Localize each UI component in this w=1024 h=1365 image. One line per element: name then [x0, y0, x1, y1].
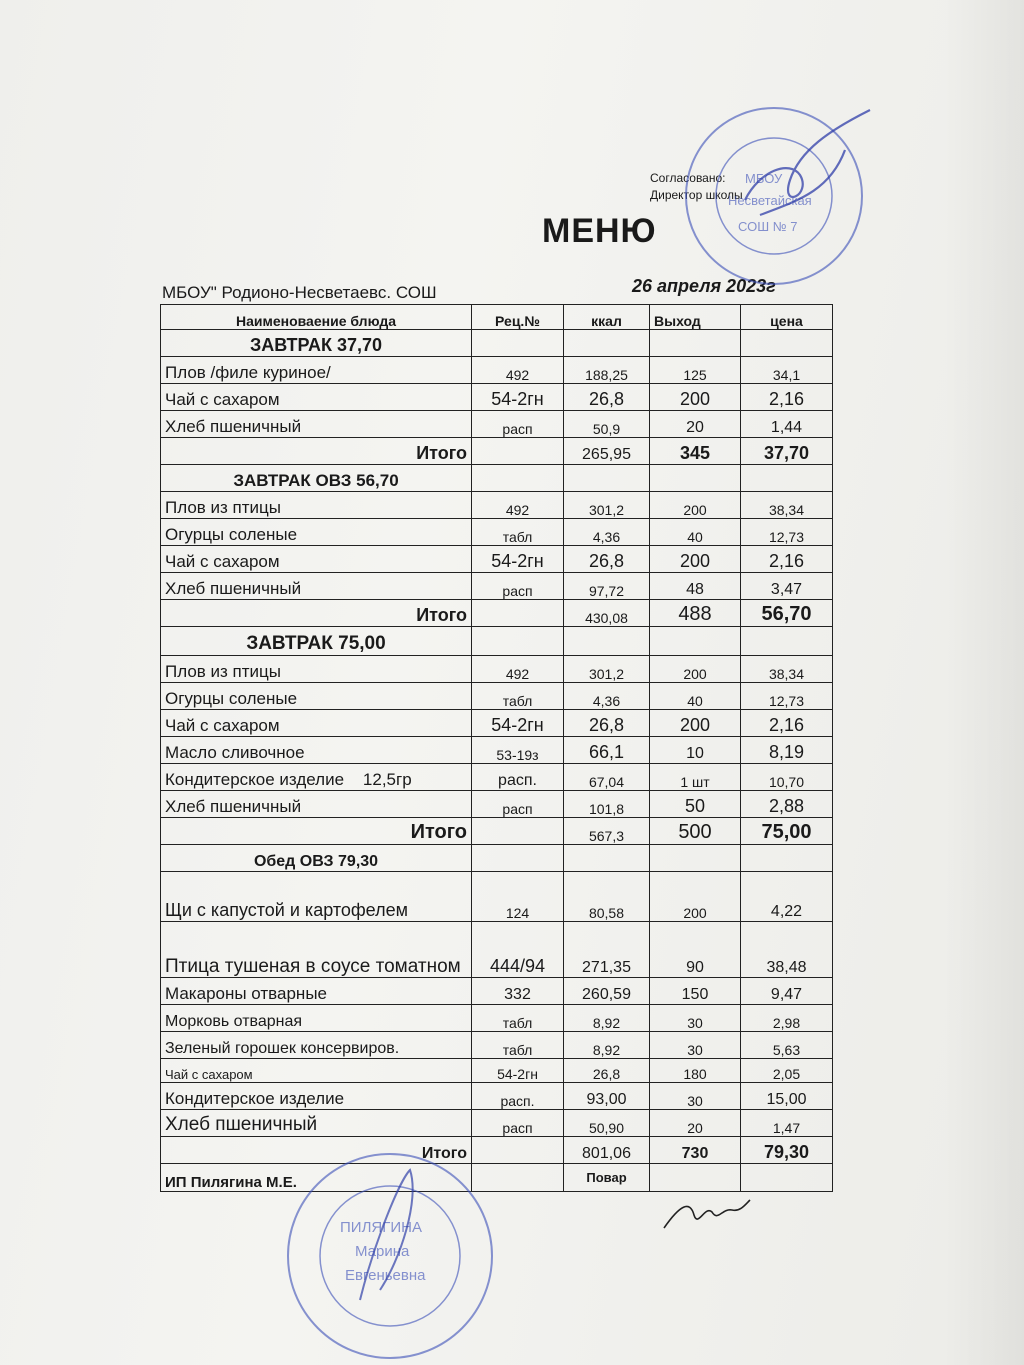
- price: 10,70: [741, 764, 833, 791]
- header-price: цена: [741, 305, 833, 330]
- approval-label: Согласовано:: [650, 171, 726, 185]
- dish-name: Плов /филе куриное/: [161, 357, 472, 384]
- kcal: 301,2: [564, 656, 650, 683]
- section-title: ЗАВТРАК 37,70: [161, 330, 472, 357]
- price: 2,05: [741, 1059, 833, 1083]
- approval-block: [650, 170, 743, 204]
- dish-name: Зеленый горошек консервиров.: [161, 1032, 472, 1059]
- kcal: 188,25: [564, 357, 650, 384]
- rec-no: расп: [472, 791, 564, 818]
- table-header-row: [161, 305, 833, 330]
- kcal: 97,72: [564, 573, 650, 600]
- portion: 30: [650, 1032, 741, 1059]
- table-row: [161, 519, 833, 546]
- portion: 30: [650, 1083, 741, 1110]
- total-label: Итого: [161, 818, 472, 845]
- table-row: [161, 492, 833, 519]
- total-label: Итого: [161, 600, 472, 627]
- portion: 125: [650, 357, 741, 384]
- stamp-text: СОШ № 7: [738, 219, 798, 234]
- portion: 30: [650, 1005, 741, 1032]
- dish-name: Кондитерское изделие 12,5гр: [161, 764, 472, 791]
- header-kcal: ккал: [564, 305, 650, 330]
- dish-name: Щи с капустой и картофелем: [161, 872, 472, 922]
- section-title: Обед ОВЗ 79,30: [161, 845, 472, 872]
- dish-name: Плов из птицы: [161, 492, 472, 519]
- section-title-row: [161, 465, 833, 492]
- page-title: МЕНЮ: [542, 212, 657, 250]
- price: 2,16: [741, 546, 833, 573]
- rec-no: 53-19з: [472, 737, 564, 764]
- table-row: [161, 683, 833, 710]
- rec-no: 332: [472, 978, 564, 1005]
- table-row: [161, 573, 833, 600]
- kcal: 50,90: [564, 1110, 650, 1137]
- portion: 48: [650, 573, 741, 600]
- price: 3,47: [741, 573, 833, 600]
- dish-name: Огурцы соленые: [161, 683, 472, 710]
- kcal: 260,59: [564, 978, 650, 1005]
- rec-no: расп: [472, 411, 564, 438]
- portion: 200: [650, 656, 741, 683]
- rec-no: табл: [472, 1005, 564, 1032]
- dish-name: Птица тушеная в соусе томатном: [161, 922, 472, 978]
- table-row: [161, 764, 833, 791]
- kcal: 26,8: [564, 1059, 650, 1083]
- header-rec: Рец.№: [472, 305, 564, 330]
- table-row: [161, 791, 833, 818]
- kcal: 26,8: [564, 546, 650, 573]
- section-title-row: [161, 627, 833, 656]
- table-row: [161, 546, 833, 573]
- price: 8,19: [741, 737, 833, 764]
- total-kcal: 265,95: [564, 438, 650, 465]
- rec-no: табл: [472, 519, 564, 546]
- total-kcal: 567,3: [564, 818, 650, 845]
- table-row: [161, 1032, 833, 1059]
- portion: 200: [650, 710, 741, 737]
- total-label: Итого: [161, 1137, 472, 1164]
- table-row: [161, 411, 833, 438]
- total-portion: 500: [650, 818, 741, 845]
- portion: 180: [650, 1059, 741, 1083]
- rec-no: 492: [472, 656, 564, 683]
- table-row: [161, 1059, 833, 1083]
- portion: 200: [650, 546, 741, 573]
- kcal: 26,8: [564, 710, 650, 737]
- total-portion: 730: [650, 1137, 741, 1164]
- kcal: 301,2: [564, 492, 650, 519]
- dish-name: Огурцы соленые: [161, 519, 472, 546]
- dish-name: Макароны отварные: [161, 978, 472, 1005]
- kcal: 66,1: [564, 737, 650, 764]
- portion: 50: [650, 791, 741, 818]
- portion: 90: [650, 922, 741, 978]
- rec-no: 124: [472, 872, 564, 922]
- price: 2,88: [741, 791, 833, 818]
- total-kcal: 801,06: [564, 1137, 650, 1164]
- rec-no: расп.: [472, 1083, 564, 1110]
- table-row: [161, 978, 833, 1005]
- dish-name: Хлеб пшеничный: [161, 1110, 472, 1137]
- rec-no: 54-2гн: [472, 1059, 564, 1083]
- table-row: [161, 357, 833, 384]
- total-portion: 488: [650, 600, 741, 627]
- rec-no: 492: [472, 357, 564, 384]
- portion: 20: [650, 1110, 741, 1137]
- price: 12,73: [741, 683, 833, 710]
- total-price: 37,70: [741, 438, 833, 465]
- section-title-row: [161, 330, 833, 357]
- kcal: 101,8: [564, 791, 650, 818]
- stamp-text: МБОУ: [745, 171, 783, 186]
- price: 12,73: [741, 519, 833, 546]
- cook-label: Повар: [564, 1164, 650, 1192]
- portion: 150: [650, 978, 741, 1005]
- table-row: [161, 656, 833, 683]
- kcal: 80,58: [564, 872, 650, 922]
- table-row: [161, 1083, 833, 1110]
- portion: 40: [650, 519, 741, 546]
- section-title-row: [161, 845, 833, 872]
- rec-no: табл: [472, 683, 564, 710]
- table-row: [161, 1110, 833, 1137]
- stamp-text: Несветайская: [728, 193, 812, 208]
- kcal: 67,04: [564, 764, 650, 791]
- total-price: 56,70: [741, 600, 833, 627]
- total-row: [161, 1137, 833, 1164]
- table-row: [161, 737, 833, 764]
- table-row: [161, 872, 833, 922]
- total-row: [161, 818, 833, 845]
- price: 1,44: [741, 411, 833, 438]
- dish-name: Хлеб пшеничный: [161, 573, 472, 600]
- rec-no: 54-2гн: [472, 710, 564, 737]
- menu-date: 26 апреля 2023г: [632, 276, 776, 296]
- kcal: 26,8: [564, 384, 650, 411]
- dish-name: Чай с сахаром: [161, 1059, 472, 1083]
- dish-name: Хлеб пшеничный: [161, 411, 472, 438]
- price: 1,47: [741, 1110, 833, 1137]
- table-row: [161, 384, 833, 411]
- dish-name: Хлеб пшеничный: [161, 791, 472, 818]
- section-title: ЗАВТРАК 75,00: [161, 627, 472, 656]
- table-row: [161, 1005, 833, 1032]
- table-row: [161, 710, 833, 737]
- kcal: 93,00: [564, 1083, 650, 1110]
- kcal: 4,36: [564, 519, 650, 546]
- signature-row: [161, 1164, 833, 1192]
- rec-no: 54-2гн: [472, 384, 564, 411]
- price: 38,34: [741, 492, 833, 519]
- kcal: 50,9: [564, 411, 650, 438]
- dish-name: Морковь отварная: [161, 1005, 472, 1032]
- school-name: МБОУ" Родионо-Несветаевс. СОШ: [162, 283, 437, 302]
- portion: 40: [650, 683, 741, 710]
- price: 2,98: [741, 1005, 833, 1032]
- price: 34,1: [741, 357, 833, 384]
- price: 4,22: [741, 872, 833, 922]
- total-price: 75,00: [741, 818, 833, 845]
- price: 5,63: [741, 1032, 833, 1059]
- rec-no: расп: [472, 573, 564, 600]
- menu-table: [160, 304, 833, 1192]
- price: 2,16: [741, 710, 833, 737]
- dish-name: Чай с сахаром: [161, 384, 472, 411]
- rec-no: расп.: [472, 764, 564, 791]
- rec-no: 492: [472, 492, 564, 519]
- header-out: Выход: [650, 305, 741, 330]
- price: 15,00: [741, 1083, 833, 1110]
- dish-name: Чай с сахаром: [161, 710, 472, 737]
- portion: 10: [650, 737, 741, 764]
- total-kcal: 430,08: [564, 600, 650, 627]
- section-title: ЗАВТРАК ОВЗ 56,70: [161, 465, 472, 492]
- rec-no: 444/94: [472, 922, 564, 978]
- rec-no: расп: [472, 1110, 564, 1137]
- kcal: 8,92: [564, 1032, 650, 1059]
- stamp-text: Евгеньевна: [345, 1267, 426, 1284]
- header-name: Наименоваение блюда: [161, 305, 472, 330]
- portion: 200: [650, 492, 741, 519]
- portion: 200: [650, 384, 741, 411]
- dish-name: Плов из птицы: [161, 656, 472, 683]
- kcal: 271,35: [564, 922, 650, 978]
- stamp-text: ПИЛЯГИНА: [340, 1219, 422, 1236]
- rec-no: табл: [472, 1032, 564, 1059]
- portion: 20: [650, 411, 741, 438]
- supplier-name: ИП Пилягина М.Е.: [161, 1164, 472, 1192]
- total-portion: 345: [650, 438, 741, 465]
- dish-name: Чай с сахаром: [161, 546, 472, 573]
- kcal: 8,92: [564, 1005, 650, 1032]
- kcal: 4,36: [564, 683, 650, 710]
- price: 38,34: [741, 656, 833, 683]
- total-row: [161, 600, 833, 627]
- table-row: [161, 922, 833, 978]
- stamp-text: Марина: [355, 1243, 410, 1260]
- director-label: Директор школы: [650, 188, 743, 202]
- price: 38,48: [741, 922, 833, 978]
- total-price: 79,30: [741, 1137, 833, 1164]
- portion: 1 шт: [650, 764, 741, 791]
- price: 9,47: [741, 978, 833, 1005]
- portion: 200: [650, 872, 741, 922]
- dish-name: Кондитерское изделие: [161, 1083, 472, 1110]
- price: 2,16: [741, 384, 833, 411]
- total-row: [161, 438, 833, 465]
- rec-no: 54-2гн: [472, 546, 564, 573]
- dish-name: Масло сливочное: [161, 737, 472, 764]
- total-label: Итого: [161, 438, 472, 465]
